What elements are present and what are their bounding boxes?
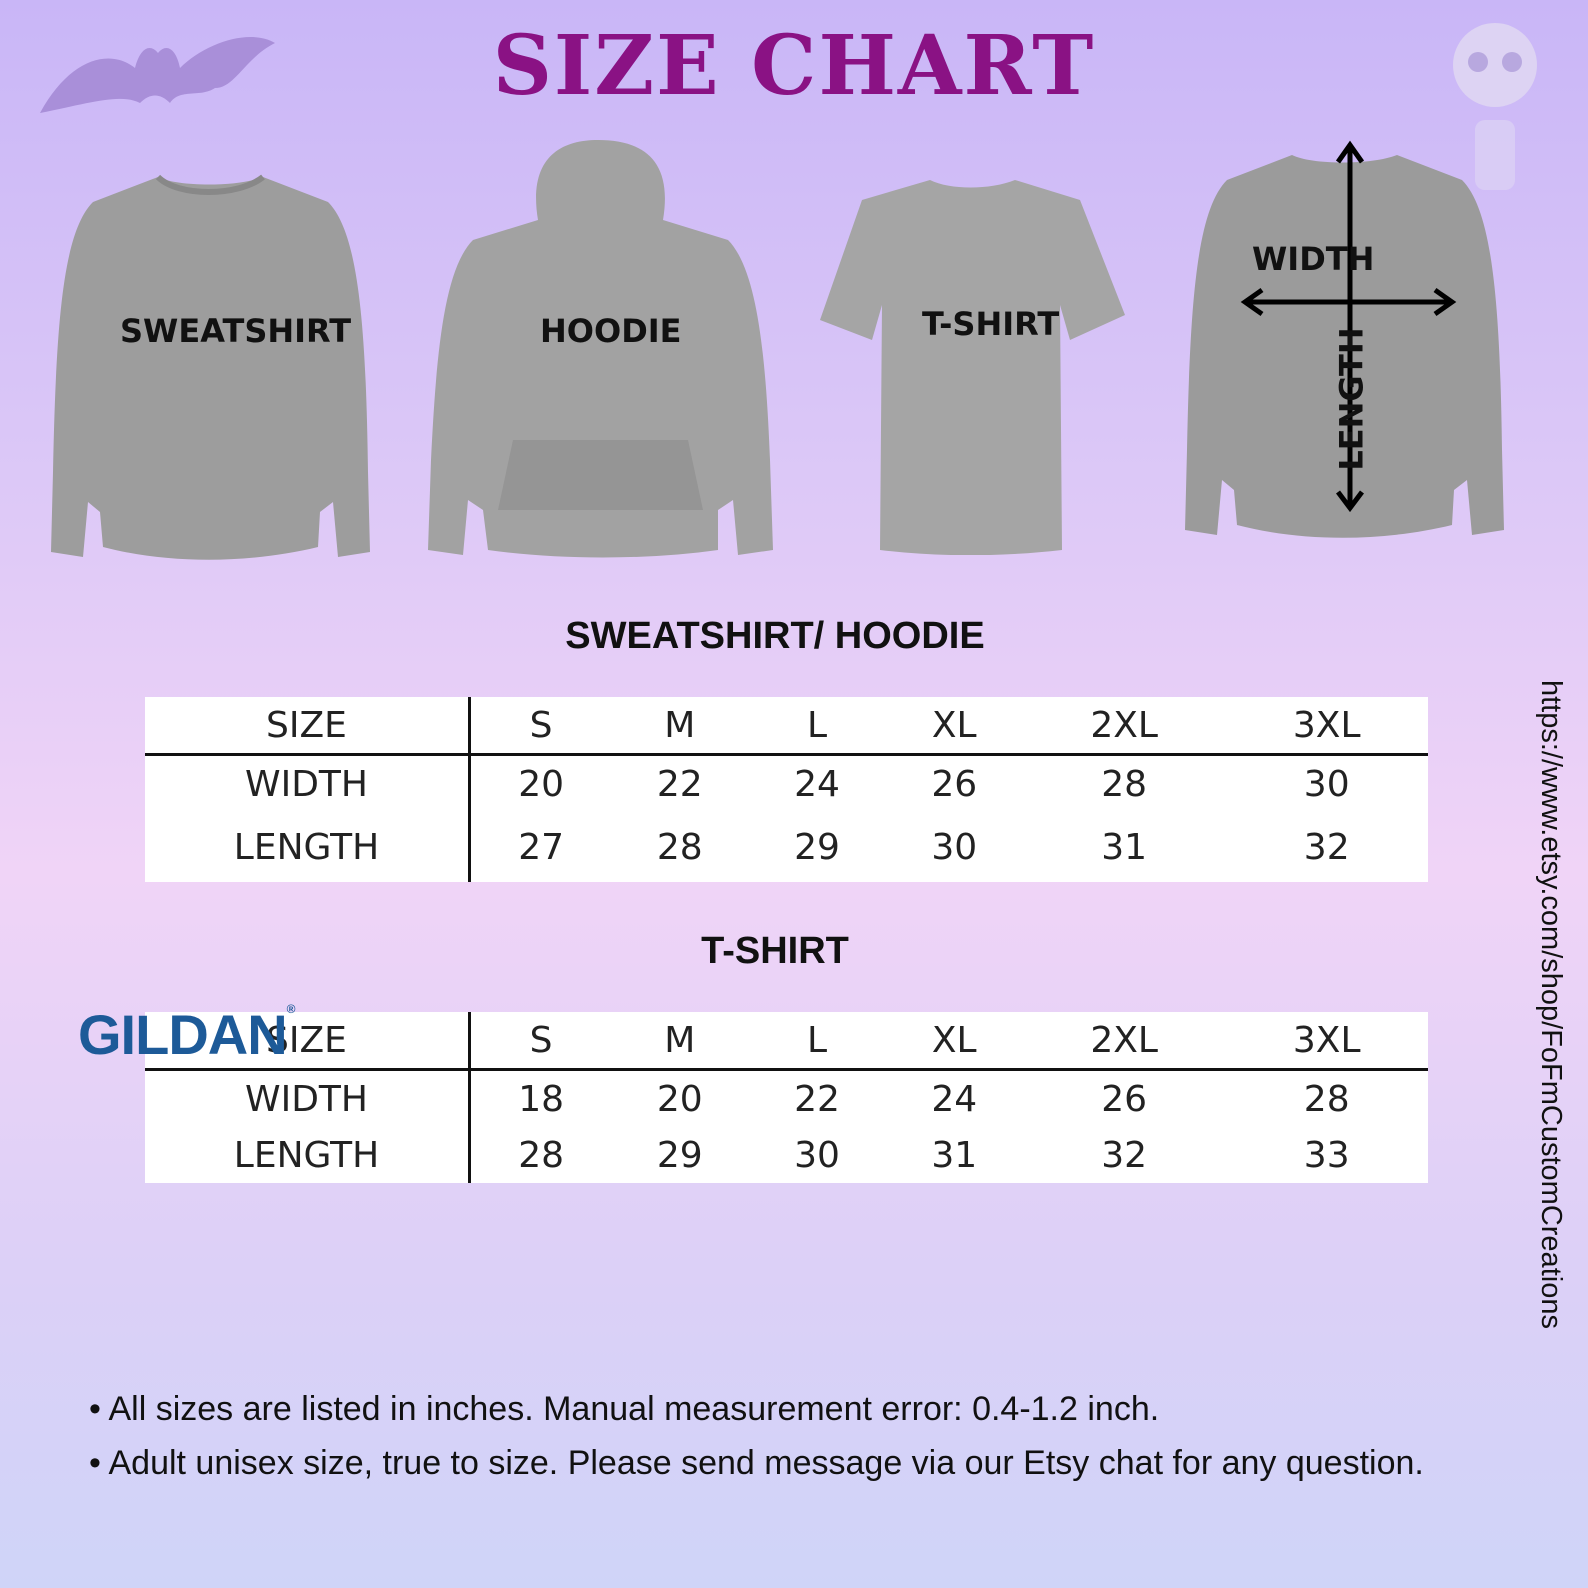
header-cell: L [748,697,885,755]
cell: 29 [656,1134,703,1176]
table-row [145,1127,1428,1183]
cell: 26 [931,763,978,805]
row-label: LENGTH [145,1127,470,1183]
cell: 28 [1303,1078,1350,1120]
cell: 28 [656,826,703,868]
tshirt-label: T-SHIRT [922,305,1060,343]
header-cell: XL [886,697,1023,755]
header-cell: L [748,1012,885,1070]
hoodie-image [428,140,773,560]
note-item: • Adult unisex size, true to size. Please send message via our Etsy chat for any question. [89,1444,1424,1482]
header-cell: SIZE [145,697,470,755]
cell: 31 [1101,826,1148,868]
header-cell: SIZE [145,1012,470,1070]
header-cell: M [611,1012,748,1070]
cell: 29 [794,826,840,868]
header-cell: S [470,1012,612,1070]
brand-name: GILDAN [78,1003,287,1066]
table-row [145,755,1428,813]
note-item: • All sizes are listed in inches. Manual measurement error: 0.4-1.2 inch. [89,1390,1160,1428]
cell: 28 [1101,763,1148,805]
tshirt-image [820,175,1125,555]
note-text: All sizes are listed in inches. Manual measurement error: 0.4-1.2 inch. [108,1390,1160,1428]
sweatshirt-image [48,172,373,572]
row-label: LENGTH [145,812,470,882]
cell: 20 [656,1078,703,1120]
row-label: WIDTH [145,1070,470,1128]
cell: 26 [1101,1078,1148,1120]
sweatshirt-hoodie-table-title: SWEATSHIRT/ HOODIE [565,615,985,657]
table-row [145,1070,1428,1128]
cell: 32 [1101,1134,1148,1176]
cell: 24 [931,1078,978,1120]
hoodie-label: HOODIE [540,312,682,350]
cell: 32 [1303,826,1350,868]
sweatshirt-hoodie-size-table [145,697,1428,882]
table-header-row [145,1012,1428,1070]
cell: 18 [518,1078,564,1120]
cell: 30 [1303,763,1350,805]
header-cell: S [470,697,612,755]
tshirt-table-title: T-SHIRT [701,930,849,972]
tshirt-size-table [145,1012,1428,1183]
shop-url: https://www.etsy.com/shop/FoFmCustomCreations [1535,680,1567,1329]
table-header-row [145,697,1428,755]
note-text: Adult unisex size, true to size. Please send message via our Etsy chat for any question. [108,1444,1424,1482]
header-cell: 2XL [1023,1012,1226,1070]
cell: 31 [931,1134,978,1176]
cell: 22 [794,1078,840,1120]
table-row [145,812,1428,882]
cell: 20 [518,763,564,805]
row-label: WIDTH [145,755,470,813]
width-label: WIDTH [1252,240,1375,278]
sweatshirt-label: SWEATSHIRT [120,312,352,350]
header-cell: 2XL [1023,697,1226,755]
cell: 33 [1303,1134,1350,1176]
header-cell: XL [886,1012,1023,1070]
header-cell: 3XL [1225,697,1428,755]
cell: 30 [931,826,978,868]
cell: 24 [794,763,840,805]
header-cell: 3XL [1225,1012,1428,1070]
gildan-logo: GILDAN® [78,1002,295,1066]
cell: 28 [518,1134,564,1176]
header-cell: M [611,697,748,755]
notes [55,1382,1475,1490]
cell: 30 [794,1134,840,1176]
cell: 27 [518,826,564,868]
cell: 22 [656,763,703,805]
length-label: LENGTH [1332,327,1371,471]
page-title: SIZE CHART [492,18,1096,114]
